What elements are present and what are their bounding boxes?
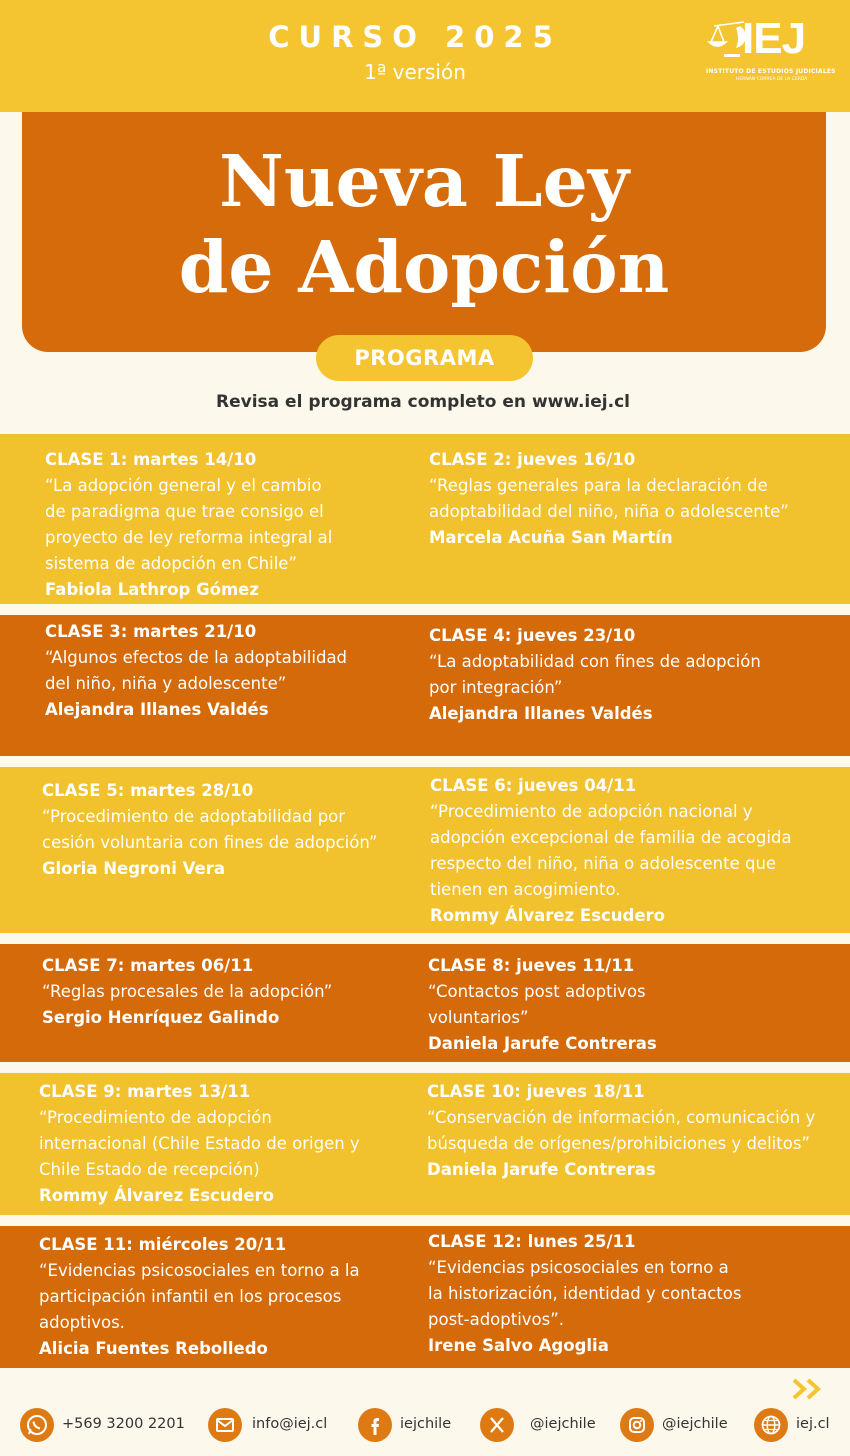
logo-letters: IEJ bbox=[742, 14, 806, 63]
class-card-7 bbox=[42, 953, 332, 1031]
class-header: CLASE 5: martes 28/10 bbox=[42, 781, 254, 800]
class-speaker: Daniela Jarufe Contreras bbox=[428, 1034, 657, 1053]
class-card-4 bbox=[429, 623, 761, 727]
class-card-5 bbox=[42, 778, 377, 882]
class-header: CLASE 11: miércoles 20/11 bbox=[39, 1235, 287, 1254]
logo-institute-subname: HERNÁN CORREA DE LA CERDA bbox=[736, 77, 808, 82]
class-header: CLASE 3: martes 21/10 bbox=[45, 622, 257, 641]
class-title: “La adoptabilidad con fines de adopción por integración” bbox=[429, 652, 761, 697]
page-title bbox=[22, 138, 826, 310]
x-handle-text[interactable]: @iejchile bbox=[530, 1416, 596, 1432]
class-header: CLASE 12: lunes 25/11 bbox=[428, 1232, 636, 1251]
class-speaker: Rommy Álvarez Escudero bbox=[430, 906, 666, 925]
class-title: “Procedimiento de adoptabilidad por cesión voluntaria con fines de adopción” bbox=[42, 807, 378, 852]
class-title: “Contactos post adoptivos voluntarios” bbox=[428, 982, 646, 1027]
class-title: “Evidencias psicosociales en torno a la participación infantil en los procesos adoptivos. bbox=[39, 1261, 360, 1332]
class-card-6 bbox=[430, 773, 792, 929]
class-header: CLASE 7: martes 06/11 bbox=[42, 956, 254, 975]
class-title: “Reglas procesales de la adopción” bbox=[42, 982, 333, 1001]
class-title: “Conservación de información, comunicación y búsqueda de orígenes/prohibiciones y delitos” bbox=[427, 1108, 816, 1153]
instagram-handle-text[interactable]: @iejchile bbox=[662, 1416, 728, 1432]
class-title: “Procedimiento de adopción nacional y adopción excepcional de familia de acogida respecto del niño, niña o adolescente que tienen en acogimiento. bbox=[430, 802, 792, 899]
version-label: 1ª versión bbox=[364, 60, 466, 84]
double-chevron-right-icon bbox=[792, 1378, 824, 1400]
program-link-text: Revisa el programa completo en www.iej.cl bbox=[216, 392, 630, 412]
class-title: “Evidencias psicosociales en torno a la historización, identidad y contactos post-adoptivos”. bbox=[428, 1258, 742, 1329]
web-icon[interactable] bbox=[754, 1408, 788, 1442]
instagram-icon[interactable] bbox=[620, 1408, 654, 1442]
class-header: CLASE 10: jueves 18/11 bbox=[427, 1082, 645, 1101]
class-speaker: Daniela Jarufe Contreras bbox=[427, 1160, 656, 1179]
class-card-10 bbox=[427, 1079, 815, 1183]
class-title: “Procedimiento de adopción internacional (Chile Estado de origen y Chile Estado de recepción) bbox=[39, 1108, 360, 1179]
class-header: CLASE 6: jueves 04/11 bbox=[430, 776, 637, 795]
class-speaker: Alejandra Illanes Valdés bbox=[45, 700, 269, 719]
course-label: CURSO 2025 bbox=[268, 20, 562, 54]
logo-institute-name: INSTITUTO DE ESTUDIOS JUDICIALES bbox=[706, 68, 836, 75]
programa-badge: PROGRAMA bbox=[316, 335, 533, 381]
website-text[interactable]: iej.cl bbox=[796, 1416, 830, 1432]
class-speaker: Alejandra Illanes Valdés bbox=[429, 704, 653, 723]
class-card-11 bbox=[39, 1232, 360, 1362]
class-header: CLASE 9: martes 13/11 bbox=[39, 1082, 251, 1101]
class-card-9 bbox=[39, 1079, 360, 1209]
phone-text[interactable]: +569 3200 2201 bbox=[62, 1416, 185, 1432]
class-speaker: Irene Salvo Agoglia bbox=[428, 1336, 609, 1355]
class-card-3 bbox=[45, 619, 347, 723]
hero-banner bbox=[22, 112, 826, 352]
class-header: CLASE 1: martes 14/10 bbox=[45, 450, 257, 469]
class-speaker: Marcela Acuña San Martín bbox=[429, 528, 673, 547]
class-card-2 bbox=[429, 447, 789, 551]
x-icon[interactable] bbox=[480, 1408, 514, 1442]
class-speaker: Gloria Negroni Vera bbox=[42, 859, 225, 878]
header-bar bbox=[0, 0, 850, 112]
class-header: CLASE 8: jueves 11/11 bbox=[428, 956, 635, 975]
class-header: CLASE 2: jueves 16/10 bbox=[429, 450, 636, 469]
class-title: “Reglas generales para la declaración de adoptabilidad del niño, niña o adolescente” bbox=[429, 476, 789, 521]
class-speaker: Fabiola Lathrop Gómez bbox=[45, 580, 259, 599]
contact-footer bbox=[0, 1400, 850, 1450]
iej-logo bbox=[706, 14, 836, 86]
class-speaker: Alicia Fuentes Rebolledo bbox=[39, 1339, 268, 1358]
class-title: “La adopción general y el cambio de paradigma que trae consigo el proyecto de ley reforma integral al sistema de adopción en Chile” bbox=[45, 476, 333, 573]
class-speaker: Rommy Álvarez Escudero bbox=[39, 1186, 275, 1205]
class-speaker: Sergio Henríquez Galindo bbox=[42, 1008, 280, 1027]
class-title: “Algunos efectos de la adoptabilidad del niño, niña y adolescente” bbox=[45, 648, 348, 693]
email-text[interactable]: info@iej.cl bbox=[252, 1416, 328, 1432]
facebook-text[interactable]: iejchile bbox=[400, 1416, 452, 1432]
class-card-8 bbox=[428, 953, 657, 1057]
email-icon[interactable] bbox=[208, 1408, 242, 1442]
class-header: CLASE 4: jueves 23/10 bbox=[429, 626, 636, 645]
facebook-icon[interactable] bbox=[358, 1408, 392, 1442]
class-card-12 bbox=[428, 1229, 741, 1359]
class-card-1 bbox=[45, 447, 332, 603]
whatsapp-icon[interactable] bbox=[20, 1408, 54, 1442]
title-line-2: de Adopción bbox=[178, 225, 670, 309]
title-line-1: Nueva Ley bbox=[218, 139, 630, 223]
